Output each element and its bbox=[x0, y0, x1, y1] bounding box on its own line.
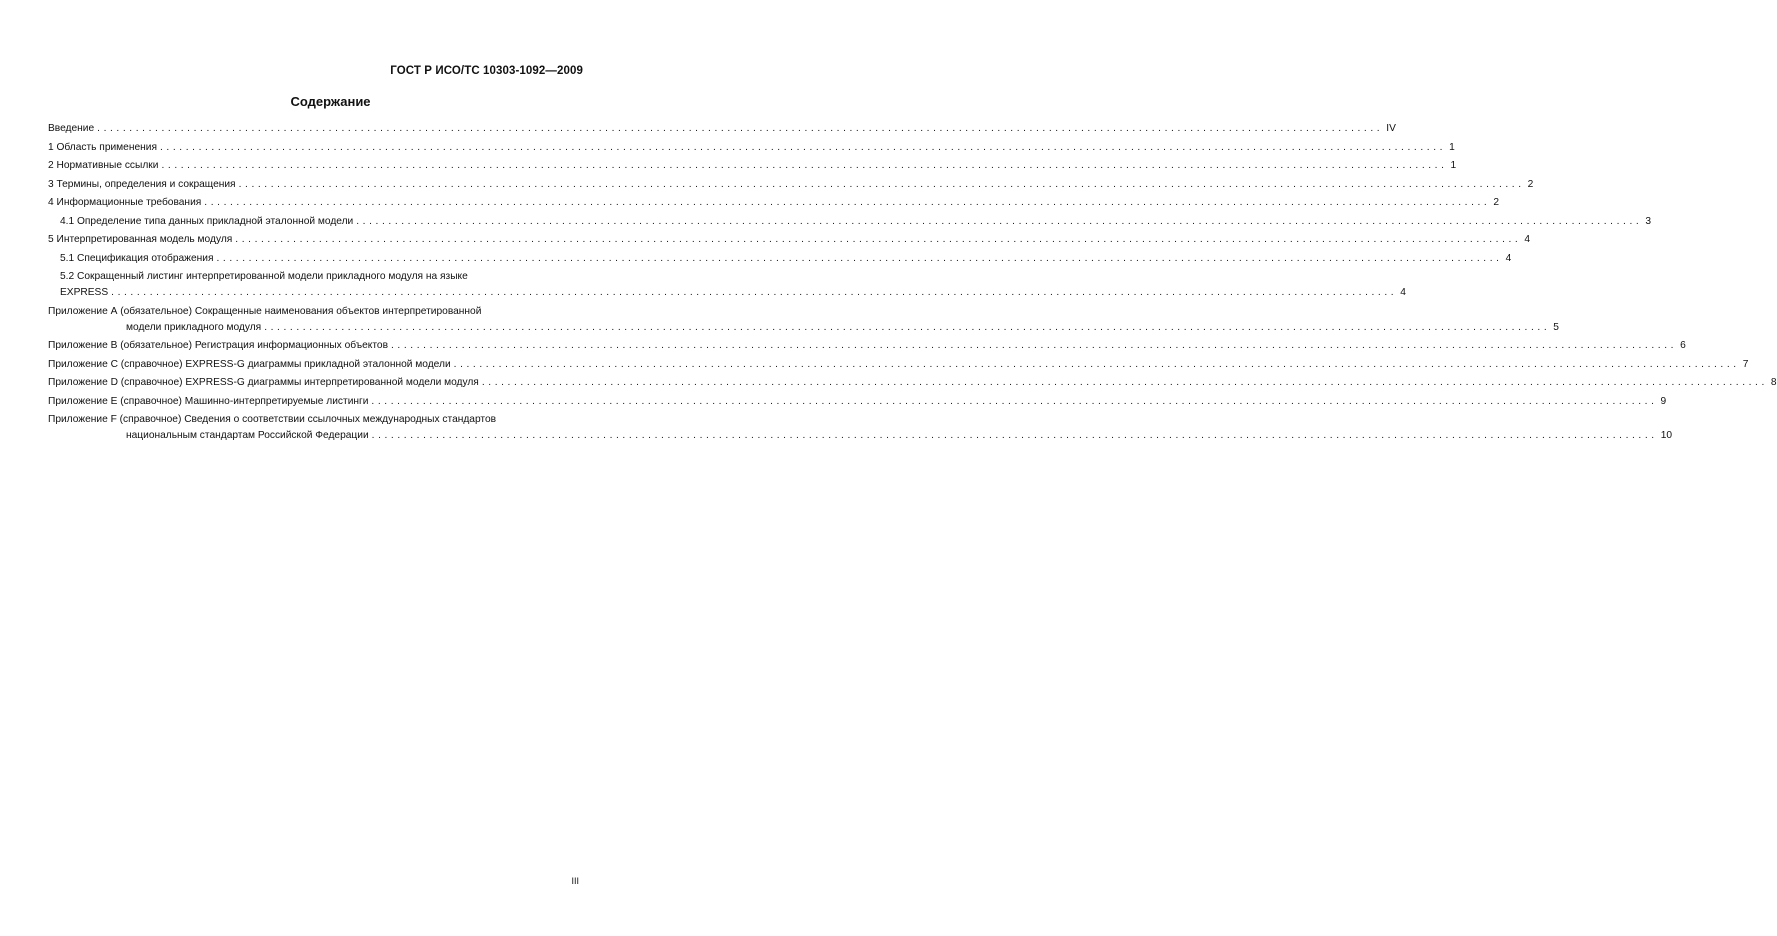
table-of-contents bbox=[48, 121, 1777, 447]
toc-leader-dots: ........................................................................................................................................................................................................ bbox=[216, 252, 1503, 264]
toc-page-number: 4 bbox=[1400, 287, 1406, 298]
toc-page-number: 2 bbox=[1527, 178, 1534, 190]
toc-entry-appendix-b[interactable] bbox=[48, 338, 1686, 354]
toc-page-number: 4 bbox=[1524, 234, 1531, 245]
toc-page-number: 1 bbox=[1450, 160, 1457, 171]
toc-leader-dots: ........................................................................................................................................................................................................ bbox=[111, 287, 1398, 298]
toc-entry-section-4-1[interactable] bbox=[48, 214, 1651, 230]
toc-entry-label: Приложение В (обязательное) Регистрация информационных объектов bbox=[48, 340, 388, 351]
toc-entry-section-1[interactable] bbox=[48, 140, 1455, 156]
toc-page-number: 1 bbox=[1449, 141, 1455, 153]
toc-leader-dots: ........................................................................................................................................................................................................ bbox=[238, 178, 1525, 190]
toc-entry-label-continuation: национальным стандартам Российской Федерации bbox=[126, 430, 369, 441]
toc-entry-label: 3 Термины, определения и сокращения bbox=[48, 178, 236, 190]
toc-entry-appendix-f[interactable] bbox=[48, 412, 1673, 444]
toc-leader-dots: ........................................................................................................................................................................................................ bbox=[159, 141, 1447, 153]
toc-entry-label: 4.1 Определение типа данных прикладной эталонной модели bbox=[60, 215, 354, 227]
toc-leader-dots: ........................................................................................................................................................................................................ bbox=[97, 123, 1384, 134]
page-number: III bbox=[571, 876, 579, 886]
toc-page-number: IV bbox=[1386, 123, 1396, 134]
toc-entry-appendix-a[interactable] bbox=[48, 304, 1559, 336]
toc-leader-dots: ........................................................................................................................................................................................................ bbox=[161, 160, 1448, 171]
toc-leader-dots: ........................................................................................................................................................................................................ bbox=[264, 321, 1551, 333]
toc-leader-dots: ........................................................................................................................................................................................................ bbox=[481, 377, 1768, 388]
toc-page-number: 4 bbox=[1505, 252, 1512, 264]
toc-page-number: 5 bbox=[1553, 321, 1559, 333]
toc-leader-dots: ........................................................................................................................................................................................................ bbox=[391, 340, 1678, 351]
toc-entry-label: 4 Информационные требования bbox=[48, 197, 202, 208]
toc-entry-label: Приложение F (справочное) Сведения о соответствии ссылочных международных стандартов bbox=[48, 414, 497, 425]
toc-entry-label: Введение bbox=[48, 123, 95, 134]
toc-leader-dots: ........................................................................................................................................................................................................ bbox=[204, 197, 1491, 208]
toc-entry-label: Приложение D (справочное) EXPRESS-G диаграммы интерпретированной модели модуля bbox=[48, 377, 479, 388]
toc-entry-label: Приложение С (справочное) EXPRESS-G диаграммы прикладной эталонной модели bbox=[48, 358, 451, 370]
toc-entry-section-3[interactable] bbox=[48, 177, 1534, 193]
toc-entry-section-4[interactable] bbox=[48, 195, 1500, 211]
toc-entry-label: 1 Область применения bbox=[48, 141, 157, 153]
toc-page-number: 2 bbox=[1493, 197, 1500, 208]
toc-leader-dots: ........................................................................................................................................................................................................ bbox=[235, 234, 1522, 245]
toc-entry-label: 5 Интерпретированная модель модуля bbox=[48, 234, 233, 245]
toc-entry-appendix-e[interactable] bbox=[48, 394, 1667, 410]
toc-entry-section-2[interactable] bbox=[48, 158, 1457, 174]
toc-page-number: 8 bbox=[1770, 377, 1777, 388]
toc-entry-label: 5.2 Сокращенный листинг интерпретированной модели прикладного модуля на языке bbox=[60, 271, 468, 282]
toc-leader-dots: ........................................................................................................................................................................................................ bbox=[453, 358, 1740, 370]
toc-entry-label: Приложение А (обязательное) Сокращенные наименования объектов интерпретированной bbox=[48, 305, 482, 317]
toc-title: Содержание bbox=[290, 94, 371, 109]
toc-page-number: 3 bbox=[1645, 215, 1651, 227]
toc-entry-label-continuation: модели прикладного модуля bbox=[126, 321, 262, 333]
toc-entry-label: 5.1 Спецификация отображения bbox=[60, 252, 214, 264]
toc-entry-label: 2 Нормативные ссылки bbox=[48, 160, 159, 171]
toc-entry-section-5-1[interactable] bbox=[48, 251, 1512, 267]
toc-entry-section-5-2[interactable] bbox=[48, 269, 1406, 301]
toc-leader-dots: ........................................................................................................................................................................................................ bbox=[371, 395, 1658, 407]
toc-page-number: 6 bbox=[1680, 340, 1686, 351]
toc-entry-appendix-d[interactable] bbox=[48, 375, 1777, 391]
toc-leader-dots: ........................................................................................................................................................................................................ bbox=[371, 430, 1658, 441]
toc-page-number: 7 bbox=[1742, 358, 1749, 370]
toc-entry-intro[interactable] bbox=[48, 121, 1396, 137]
toc-entry-appendix-c[interactable] bbox=[48, 357, 1749, 373]
toc-page-number: 9 bbox=[1660, 395, 1667, 407]
toc-entry-label-continuation: EXPRESS bbox=[60, 287, 109, 298]
toc-leader-dots: ........................................................................................................................................................................................................ bbox=[356, 215, 1643, 227]
document-code: ГОСТ Р ИСО/ТС 10303-1092—2009 bbox=[390, 65, 583, 77]
toc-entry-section-5[interactable] bbox=[48, 232, 1531, 248]
toc-page-number: 10 bbox=[1660, 430, 1673, 441]
toc-entry-label: Приложение Е (справочное) Машинно-интерпретируемые листинги bbox=[48, 395, 369, 407]
